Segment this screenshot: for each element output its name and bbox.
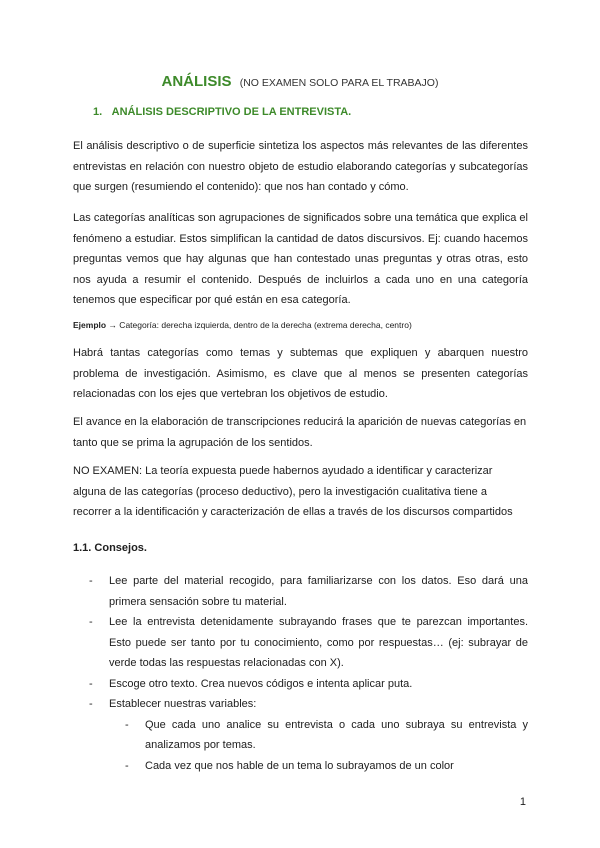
section-number: 1. [93, 106, 103, 118]
page-number: 1 [519, 796, 526, 808]
list-dash: - [89, 575, 93, 587]
sub-list-item [109, 756, 528, 777]
list-item-text: Lee parte del material recogido, para familiarizarse con los datos. Eso dará una primera sensación sobre tu material. [109, 575, 528, 608]
title-subtitle: (NO EXAMEN SOLO PARA EL TRABAJO) [239, 77, 439, 89]
title-main: ANÁLISIS [161, 73, 232, 90]
list-item-text: Escoge otro texto. Crea nuevos códigos e intenta aplicar puta. [109, 677, 413, 690]
list-dash: - [89, 616, 93, 628]
section-heading [93, 106, 351, 118]
paragraph-1: El análisis descriptivo o de superficie sintetiza los aspectos más relevantes de las diferentes entrevistas en relación con nuestro objeto de estudio elaborando categorías y subcategorías que surgen (resumiendo el contenido): que nos han contado y cómo. [73, 140, 528, 193]
example-label: Ejemplo [73, 320, 107, 330]
list-item [73, 694, 528, 776]
sub-list-item-text: Que cada uno analice su entrevista o cada uno subraya su entrevista y analizamos por temas. [145, 718, 528, 751]
sub-list-item-text: Cada vez que nos hable de un tema lo subrayamos de un color [145, 759, 454, 772]
paragraph-3: Habrá tantas categorías como temas y subtemas que expliquen y abarquen nuestro problema de investigación. Asimismo, es clave que al menos se presenten categorías relacionadas con los ejes que vertebran los objetivos de estudio. [73, 347, 528, 400]
tips-list [73, 571, 528, 776]
paragraph-2: Las categorías analíticas son agrupaciones de significados sobre una temática que explica el fenómeno a estudiar. Estos simplifican la cantidad de datos discursivos. Ej: cuando hacemos preguntas vemos que hay algunas que han contestado unas preguntas y otras otras, esto nos ayuda a resumir el contenido. Después de incluirlos a cada uno en una categoría tenemos que especificar por qué están en esa categoría. [73, 212, 528, 306]
paragraph-4: El avance en la elaboración de transcripciones reducirá la aparición de nuevas categorías en tanto que se prima la agrupación de los sentidos. [73, 416, 527, 449]
list-item [73, 612, 528, 674]
list-dash: - [89, 677, 93, 690]
section-heading-text: ANÁLISIS DESCRIPTIVO DE LA ENTREVISTA. [111, 106, 352, 118]
list-item [73, 571, 528, 612]
sub-list [109, 715, 528, 777]
list-dash: - [125, 718, 129, 731]
list-item [73, 674, 528, 695]
list-item-text: Lee la entrevista detenidamente subrayando frases que te parezcan importantes. Esto puede ser tanto por tu conocimiento, como por respuestas… (ej: subrayar de verde todas las respuestas relacionadas con X). [109, 616, 528, 669]
paragraph-5: NO EXAMEN: La teoría expuesta puede habernos ayudado a identificar y caracterizar alguna de las categorías (proceso deductivo), pero la investigación cualitativa tiene a recorrer a la identificación y caracterización de ellas a través de los discursos compartidos [73, 465, 513, 518]
sub-list-item [109, 715, 528, 756]
list-item-text: Establecer nuestras variables: [109, 698, 257, 710]
list-dash: - [89, 698, 93, 710]
list-dash: - [125, 759, 129, 772]
example-text: → Categoría: derecha izquierda, dentro de la derecha (extrema derecha, centro) [108, 320, 412, 330]
subsection-heading: 1.1. Consejos. [73, 542, 147, 554]
example-line [73, 319, 412, 331]
page-title [0, 72, 600, 93]
